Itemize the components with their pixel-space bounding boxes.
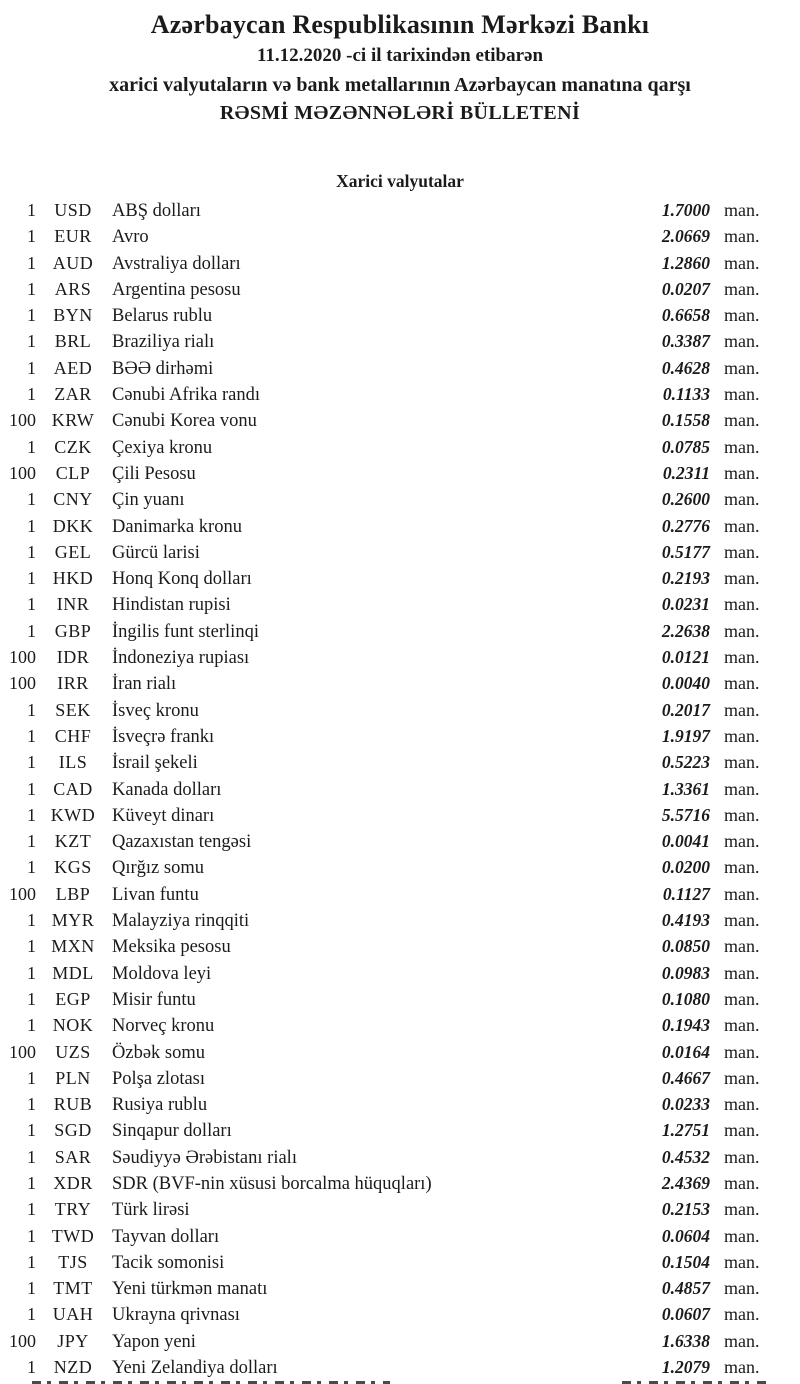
quantity-cell: 1 [27, 305, 36, 326]
currency-code-cell: BYN [53, 305, 93, 326]
currency-code-cell: CAD [53, 778, 93, 799]
currency-code-cell: MDL [52, 962, 94, 983]
currency-code-cell: KGS [54, 857, 92, 878]
quantity-cell: 1 [27, 1015, 36, 1036]
table-row [0, 250, 771, 276]
rate-value-cell: 0.4857 [661, 1278, 710, 1299]
currency-name-cell: Qırğız somu [112, 858, 204, 879]
table-row [0, 223, 771, 249]
rate-value-cell: 2.4369 [661, 1172, 710, 1193]
rate-value-cell: 0.2153 [661, 1199, 710, 1220]
unit-cell: man. [724, 1015, 760, 1036]
section-title-foreign-currencies: Xarici valyutalar [336, 171, 464, 191]
table-row [0, 1275, 771, 1301]
currency-code-cell: SGD [54, 1120, 92, 1141]
currency-code-cell: KWD [50, 804, 96, 825]
currency-name-cell: Kanada dolları [112, 779, 222, 800]
currency-name-cell: Özbək somu [112, 1042, 205, 1063]
table-row [0, 802, 771, 828]
quantity-cell: 1 [27, 436, 36, 457]
currency-code-cell: EUR [54, 226, 92, 247]
unit-cell: man. [724, 357, 760, 378]
currency-name-cell: Yeni türkmən manatı [112, 1279, 268, 1300]
table-row [0, 302, 771, 328]
rate-value-cell: 0.0983 [661, 962, 710, 983]
unit-cell: man. [724, 1094, 760, 1115]
currency-name-cell: Hindistan rupisi [112, 595, 231, 616]
currency-name-cell: Livan funtu [112, 884, 199, 905]
unit-cell: man. [724, 1357, 760, 1378]
unit-cell: man. [724, 647, 760, 668]
currency-code-cell: KZT [54, 831, 92, 852]
table-row [0, 1223, 771, 1249]
currency-code-cell: ILS [58, 752, 88, 773]
currency-code-cell: UAH [52, 1304, 94, 1325]
currency-name-cell: Yeni Zelandiya dolları [112, 1358, 278, 1379]
rate-value-cell: 1.6338 [661, 1330, 710, 1351]
table-row [0, 1012, 771, 1038]
rate-value-cell: 0.6658 [661, 305, 710, 326]
quantity-cell: 1 [27, 1199, 36, 1220]
quantity-cell: 100 [9, 462, 36, 483]
table-row [0, 407, 771, 433]
currency-name-cell: Norveç kronu [112, 1016, 215, 1037]
currency-code-cell: MYR [51, 910, 95, 931]
unit-cell: man. [724, 673, 760, 694]
currency-name-cell: Çexiya kronu [112, 437, 213, 458]
quantity-cell: 1 [27, 620, 36, 641]
quantity-cell: 1 [27, 1304, 36, 1325]
quantity-cell: 1 [27, 936, 36, 957]
unit-cell: man. [724, 331, 760, 352]
currency-name-cell: Tayvan dolları [112, 1226, 220, 1247]
quantity-cell: 1 [27, 357, 36, 378]
currency-name-cell: SDR (BVF-nin xüsusi borcalma hüquqları) [112, 1173, 432, 1194]
rate-value-cell: 1.2079 [661, 1357, 710, 1378]
bank-title: Azərbaycan Respublikasının Mərkəzi Bankı [150, 10, 650, 39]
table-row [0, 1039, 771, 1065]
currency-code-cell: LBP [55, 883, 91, 904]
table-row [0, 854, 771, 880]
rate-value-cell: 0.1943 [661, 1015, 710, 1036]
rate-value-cell: 0.0850 [661, 936, 710, 957]
rate-value-cell: 0.0040 [661, 673, 710, 694]
quantity-cell: 1 [27, 252, 36, 273]
unit-cell: man. [724, 988, 760, 1009]
table-row [0, 1144, 771, 1170]
rate-value-cell: 0.1558 [661, 410, 710, 431]
rate-value-cell: 0.0121 [661, 647, 710, 668]
unit-cell: man. [724, 752, 760, 773]
currency-code-cell: XDR [53, 1172, 93, 1193]
currency-name-cell: Malayziya rinqqiti [112, 911, 250, 932]
quantity-cell: 1 [27, 384, 36, 405]
quantity-cell: 100 [9, 1041, 36, 1062]
unit-cell: man. [724, 1172, 760, 1193]
table-row [0, 434, 771, 460]
currency-name-cell: Cənubi Afrika randı [112, 385, 260, 406]
table-row [0, 986, 771, 1012]
rate-value-cell: 0.0607 [661, 1304, 710, 1325]
effective-date-line: 11.12.2020 -ci il tarixindən etibarən [256, 45, 544, 66]
quantity-cell: 1 [27, 1251, 36, 1272]
currency-name-cell: İran rialı [112, 674, 177, 695]
table-row [0, 355, 771, 381]
table-row [0, 907, 771, 933]
table-row [0, 328, 771, 354]
quantity-cell: 1 [27, 725, 36, 746]
currency-code-cell: NOK [52, 1015, 94, 1036]
unit-cell: man. [724, 699, 760, 720]
unit-cell: man. [724, 568, 760, 589]
table-row [0, 828, 771, 854]
currency-name-cell: Belarus rublu [112, 306, 213, 327]
currency-name-cell: Avro [112, 227, 149, 248]
quantity-cell: 100 [9, 673, 36, 694]
rate-value-cell: 0.1080 [661, 988, 710, 1009]
quantity-cell: 1 [27, 1278, 36, 1299]
table-row [0, 1301, 771, 1327]
currency-code-cell: SAR [54, 1146, 92, 1167]
unit-cell: man. [724, 1278, 760, 1299]
currency-code-cell: EGP [55, 988, 91, 1009]
rate-value-cell: 0.0233 [661, 1094, 710, 1115]
currency-name-cell: Avstraliya dolları [112, 253, 241, 274]
quantity-cell: 1 [27, 489, 36, 510]
currency-code-cell: TJS [58, 1251, 88, 1272]
currency-name-cell: Türk lirəsi [112, 1200, 190, 1221]
currency-code-cell: RUB [53, 1094, 93, 1115]
quantity-cell: 1 [27, 515, 36, 536]
unit-cell: man. [724, 410, 760, 431]
currency-code-cell: ARS [54, 278, 92, 299]
table-row [0, 1091, 771, 1117]
table-row [0, 1354, 771, 1380]
rate-value-cell: 0.0207 [661, 278, 710, 299]
rate-value-cell: 0.5223 [661, 752, 710, 773]
exchange-rates-table [0, 197, 800, 1380]
table-row [0, 960, 771, 986]
table-row [0, 460, 771, 486]
unit-cell: man. [724, 725, 760, 746]
table-row [0, 1196, 771, 1222]
quantity-cell: 1 [27, 1146, 36, 1167]
currency-code-cell: ZAR [54, 384, 92, 405]
unit-cell: man. [724, 857, 760, 878]
currency-code-cell: UZS [55, 1041, 91, 1062]
quantity-cell: 1 [27, 568, 36, 589]
currency-name-cell: Tacik somonisi [112, 1252, 225, 1273]
unit-cell: man. [724, 252, 760, 273]
table-row [0, 881, 771, 907]
table-row [0, 276, 771, 302]
currency-code-cell: SEK [55, 699, 91, 720]
rate-value-cell: 0.0200 [661, 857, 710, 878]
currency-name-cell: Braziliya rialı [112, 332, 215, 353]
currency-code-cell: NZD [53, 1357, 93, 1378]
rate-value-cell: 0.4532 [661, 1146, 710, 1167]
unit-cell: man. [724, 1067, 760, 1088]
currency-name-cell: Moldova leyi [112, 963, 212, 984]
unit-cell: man. [724, 831, 760, 852]
table-row [0, 776, 771, 802]
table-row [0, 749, 771, 775]
currency-name-cell: Yapon yeni [112, 1331, 196, 1352]
rate-value-cell: 1.2751 [661, 1120, 710, 1141]
quantity-cell: 1 [27, 962, 36, 983]
quantity-cell: 1 [27, 804, 36, 825]
quantity-cell: 100 [9, 647, 36, 668]
rate-value-cell: 0.0231 [661, 594, 710, 615]
currency-code-cell: BRL [54, 331, 92, 352]
quantity-cell: 1 [27, 831, 36, 852]
currency-code-cell: JPY [57, 1330, 89, 1351]
table-row [0, 1249, 771, 1275]
currency-name-cell: Rusiya rublu [112, 1095, 208, 1116]
unit-cell: man. [724, 1304, 760, 1325]
currency-name-cell: Cənubi Korea vonu [112, 411, 257, 432]
unit-cell: man. [724, 883, 760, 904]
rate-value-cell: 0.2311 [662, 462, 710, 483]
quantity-cell: 1 [27, 1357, 36, 1378]
currency-code-cell: MXN [51, 936, 95, 957]
unit-cell: man. [724, 541, 760, 562]
table-row [0, 644, 771, 670]
unit-cell: man. [724, 778, 760, 799]
quantity-cell: 1 [27, 752, 36, 773]
unit-cell: man. [724, 936, 760, 957]
rate-value-cell: 2.2638 [661, 620, 710, 641]
currency-name-cell: Danimarka kronu [112, 516, 242, 537]
currency-code-cell: CNY [53, 489, 93, 510]
rate-value-cell: 0.2017 [661, 699, 710, 720]
unit-cell: man. [724, 200, 760, 220]
quantity-cell: 100 [9, 1330, 36, 1351]
currency-code-cell: IDR [56, 647, 90, 668]
table-row [0, 1117, 771, 1143]
rate-value-cell: 0.4667 [661, 1067, 710, 1088]
currency-code-cell: CLP [55, 462, 91, 483]
table-row [0, 1065, 771, 1091]
quantity-cell: 1 [27, 331, 36, 352]
table-row [0, 539, 771, 565]
currency-name-cell: BƏƏ dirhəmi [112, 358, 214, 379]
currency-name-cell: Honq Konq dolları [112, 569, 252, 590]
unit-cell: man. [724, 620, 760, 641]
table-row [0, 486, 771, 512]
unit-cell: man. [724, 489, 760, 510]
quantity-cell: 1 [27, 857, 36, 878]
table-row [0, 565, 771, 591]
currency-code-cell: KRW [51, 410, 95, 431]
currency-code-cell: CHF [54, 725, 92, 746]
currency-code-cell: AUD [52, 252, 94, 273]
currency-code-cell: PLN [55, 1067, 91, 1088]
currency-code-cell: TRY [54, 1199, 92, 1220]
quantity-cell: 1 [27, 1094, 36, 1115]
bulletin-header [0, 0, 800, 125]
rate-value-cell: 1.3361 [661, 778, 710, 799]
quantity-cell: 1 [27, 988, 36, 1009]
currency-code-cell: HKD [52, 568, 94, 589]
rate-value-cell: 0.1127 [662, 883, 710, 904]
rate-value-cell: 0.2600 [661, 489, 710, 510]
currency-name-cell: İsveç kronu [112, 700, 199, 721]
table-row [0, 513, 771, 539]
quantity-cell: 1 [27, 541, 36, 562]
currency-name-cell: Sinqapur dolları [112, 1121, 232, 1142]
unit-cell: man. [724, 1251, 760, 1272]
unit-cell: man. [724, 278, 760, 299]
unit-cell: man. [724, 1041, 760, 1062]
bulletin-title: RƏSMİ MƏZƏNNƏLƏRİ BÜLLETENİ [219, 102, 581, 124]
currency-name-cell: Qazaxıstan tengəsi [112, 832, 252, 853]
rate-value-cell: 0.0604 [661, 1225, 710, 1246]
unit-cell: man. [724, 1146, 760, 1167]
currency-name-cell: ABŞ dolları [112, 201, 201, 221]
rate-value-cell: 0.2193 [661, 568, 710, 589]
quantity-cell: 1 [27, 1120, 36, 1141]
rate-value-cell: 2.0669 [661, 226, 710, 247]
currency-name-cell: Çin yuanı [112, 490, 185, 511]
currency-name-cell: Səudiyyə Ərəbistanı rialı [112, 1147, 297, 1168]
currency-code-cell: GBP [54, 620, 92, 641]
currency-name-cell: Argentina pesosu [112, 279, 241, 300]
unit-cell: man. [724, 436, 760, 457]
currency-code-cell: USD [54, 200, 92, 220]
quantity-cell: 1 [27, 1225, 36, 1246]
quantity-cell: 1 [27, 226, 36, 247]
quantity-cell: 1 [27, 910, 36, 931]
currency-name-cell: Gürcü larisi [112, 542, 200, 563]
rate-value-cell: 0.4193 [661, 910, 710, 931]
rate-value-cell: 0.2776 [661, 515, 710, 536]
rate-value-cell: 0.3387 [661, 331, 710, 352]
currency-code-cell: GEL [54, 541, 92, 562]
currency-code-cell: DKK [52, 515, 94, 536]
currency-name-cell: İsveçrə frankı [112, 726, 215, 747]
table-row [0, 697, 771, 723]
table-row [0, 1170, 771, 1196]
rate-value-cell: 0.5177 [661, 541, 710, 562]
rate-value-cell: 0.4628 [661, 357, 710, 378]
unit-cell: man. [724, 1199, 760, 1220]
scope-line: xarici valyutaların və bank metallarının Azərbaycan manatına qarşı [109, 74, 691, 96]
quantity-cell: 100 [9, 883, 36, 904]
table-row [0, 670, 771, 696]
currency-code-cell: INR [56, 594, 90, 615]
unit-cell: man. [724, 1225, 760, 1246]
unit-cell: man. [724, 384, 760, 405]
table-row [0, 618, 771, 644]
currency-code-cell: TWD [51, 1225, 95, 1246]
currency-code-cell: CZK [54, 436, 92, 457]
unit-cell: man. [724, 462, 760, 483]
table-row [0, 1328, 771, 1354]
rate-value-cell: 1.2860 [661, 252, 710, 273]
currency-name-cell: Çili Pesosu [112, 463, 196, 484]
quantity-cell: 1 [27, 699, 36, 720]
unit-cell: man. [724, 226, 760, 247]
table-row [0, 381, 771, 407]
currency-name-cell: Küveyt dinarı [112, 805, 215, 826]
rate-value-cell: 0.0041 [661, 831, 710, 852]
unit-cell: man. [724, 305, 760, 326]
unit-cell: man. [724, 804, 760, 825]
currency-code-cell: IRR [57, 673, 89, 694]
table-row [0, 933, 771, 959]
unit-cell: man. [724, 910, 760, 931]
currency-name-cell: Ukrayna qrivnası [112, 1305, 240, 1326]
quantity-cell: 100 [9, 410, 36, 431]
quantity-cell: 1 [27, 1172, 36, 1193]
unit-cell: man. [724, 594, 760, 615]
table-row [0, 723, 771, 749]
quantity-cell: 1 [27, 278, 36, 299]
unit-cell: man. [724, 1120, 760, 1141]
table-row [0, 591, 771, 617]
currency-name-cell: İndoneziya rupiası [112, 648, 250, 669]
rate-value-cell: 0.0785 [661, 436, 710, 457]
rate-value-cell: 5.5716 [661, 804, 710, 825]
currency-name-cell: Misir funtu [112, 989, 196, 1010]
unit-cell: man. [724, 962, 760, 983]
rate-value-cell: 0.0164 [661, 1041, 710, 1062]
currency-name-cell: Meksika pesosu [112, 937, 231, 958]
rate-value-cell: 1.7000 [661, 200, 710, 220]
unit-cell: man. [724, 515, 760, 536]
currency-name-cell: Polşa zlotası [112, 1068, 206, 1089]
unit-cell: man. [724, 1330, 760, 1351]
quantity-cell: 1 [27, 778, 36, 799]
rate-value-cell: 0.1133 [662, 384, 710, 405]
quantity-cell: 1 [27, 594, 36, 615]
rate-value-cell: 1.9197 [661, 725, 710, 746]
currency-code-cell: AED [53, 357, 93, 378]
rate-value-cell: 0.1504 [661, 1251, 710, 1272]
table-row [0, 197, 771, 223]
currency-code-cell: TMT [53, 1278, 93, 1299]
quantity-cell: 1 [27, 1067, 36, 1088]
currency-name-cell: İsrail şekeli [112, 753, 198, 774]
currency-name-cell: İngilis funt sterlinqi [112, 621, 259, 642]
quantity-cell: 1 [27, 200, 36, 220]
